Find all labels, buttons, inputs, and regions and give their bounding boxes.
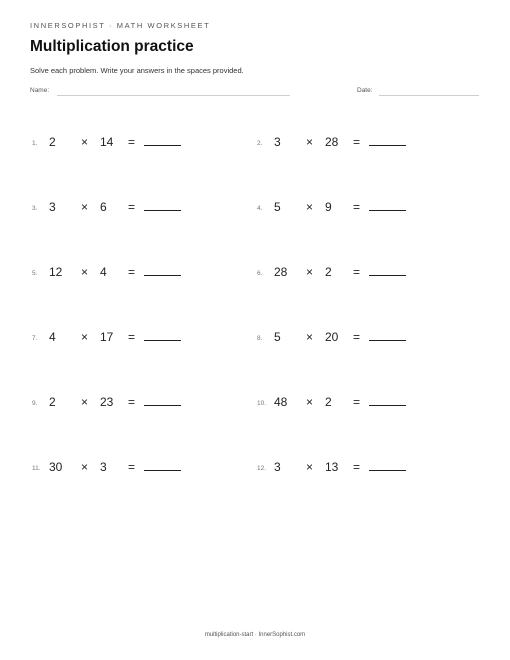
page-title: Multiplication practice: [30, 38, 194, 55]
equals-sign: =: [128, 395, 136, 409]
problem-number: 6.: [257, 270, 263, 277]
equals-sign: =: [128, 460, 136, 474]
times-sign: ×: [306, 460, 314, 474]
problem-number: 12.: [257, 465, 267, 472]
date-label: Date:: [357, 87, 373, 94]
equals-sign: =: [128, 135, 136, 149]
date-line: [379, 95, 479, 96]
problem-number: 9.: [32, 400, 38, 407]
first-factor: 48: [274, 395, 288, 409]
problem-item: [255, 263, 445, 279]
equals-sign: =: [128, 200, 136, 214]
equals-sign: =: [353, 460, 361, 474]
times-sign: ×: [81, 395, 89, 409]
times-sign: ×: [306, 135, 314, 149]
problem-number: 8.: [257, 335, 263, 342]
first-factor: 2: [49, 135, 56, 149]
second-factor: 6: [100, 200, 107, 214]
answer-blank: [144, 470, 181, 471]
problem-number: 4.: [257, 205, 263, 212]
first-factor: 4: [49, 330, 56, 344]
first-factor: 3: [274, 135, 281, 149]
first-factor: 30: [49, 460, 63, 474]
problem-item: [255, 198, 445, 214]
problem-item: [30, 328, 220, 344]
problem-number: 11.: [32, 465, 41, 472]
second-factor: 4: [100, 265, 107, 279]
problem-item: [30, 263, 220, 279]
problem-item: [255, 458, 445, 474]
times-sign: ×: [81, 265, 89, 279]
equals-sign: =: [353, 395, 361, 409]
answer-blank: [369, 275, 406, 276]
second-factor: 28: [325, 135, 339, 149]
first-factor: 28: [274, 265, 288, 279]
instructions-text: Solve each problem. Write your answers in the spaces provided.: [30, 66, 244, 75]
problem-item: [30, 133, 220, 149]
second-factor: 9: [325, 200, 332, 214]
page-footer: multiplication-start · InnerSophist.com: [204, 632, 306, 638]
equals-sign: =: [353, 330, 361, 344]
answer-blank: [369, 470, 406, 471]
equals-sign: =: [353, 135, 361, 149]
first-factor: 2: [49, 395, 56, 409]
problem-number: 1.: [32, 140, 38, 147]
problem-item: [30, 393, 220, 409]
problem-item: [30, 458, 220, 474]
equals-sign: =: [128, 265, 136, 279]
times-sign: ×: [306, 200, 314, 214]
answer-blank: [144, 275, 181, 276]
problem-item: [30, 198, 220, 214]
name-line: [57, 95, 290, 96]
problem-number: 5.: [32, 270, 38, 277]
equals-sign: =: [128, 330, 136, 344]
name-label: Name:: [30, 87, 50, 94]
problem-item: [255, 133, 445, 149]
second-factor: 17: [100, 330, 114, 344]
second-factor: 3: [100, 460, 107, 474]
answer-blank: [144, 210, 181, 211]
times-sign: ×: [306, 330, 314, 344]
first-factor: 5: [274, 200, 281, 214]
times-sign: ×: [306, 265, 314, 279]
second-factor: 23: [100, 395, 114, 409]
first-factor: 3: [274, 460, 281, 474]
answer-blank: [144, 145, 181, 146]
first-factor: 5: [274, 330, 281, 344]
answer-blank: [144, 340, 181, 341]
problem-item: [255, 393, 445, 409]
answer-blank: [369, 145, 406, 146]
problem-number: 10.: [257, 400, 267, 407]
answer-blank: [369, 210, 406, 211]
times-sign: ×: [81, 460, 89, 474]
second-factor: 13: [325, 460, 339, 474]
equals-sign: =: [353, 200, 361, 214]
times-sign: ×: [81, 200, 89, 214]
second-factor: 20: [325, 330, 339, 344]
answer-blank: [369, 340, 406, 341]
answer-blank: [369, 405, 406, 406]
second-factor: 2: [325, 265, 332, 279]
times-sign: ×: [81, 135, 89, 149]
equals-sign: =: [353, 265, 361, 279]
problem-number: 7.: [32, 335, 38, 342]
first-factor: 12: [49, 265, 63, 279]
second-factor: 14: [100, 135, 114, 149]
times-sign: ×: [81, 330, 89, 344]
times-sign: ×: [306, 395, 314, 409]
problem-number: 3.: [32, 205, 38, 212]
second-factor: 2: [325, 395, 332, 409]
answer-blank: [144, 405, 181, 406]
problem-number: 2.: [257, 140, 263, 147]
problem-item: [255, 328, 445, 344]
brand-header: INNERSOPHIST · MATH WORKSHEET: [30, 21, 211, 30]
first-factor: 3: [49, 200, 56, 214]
